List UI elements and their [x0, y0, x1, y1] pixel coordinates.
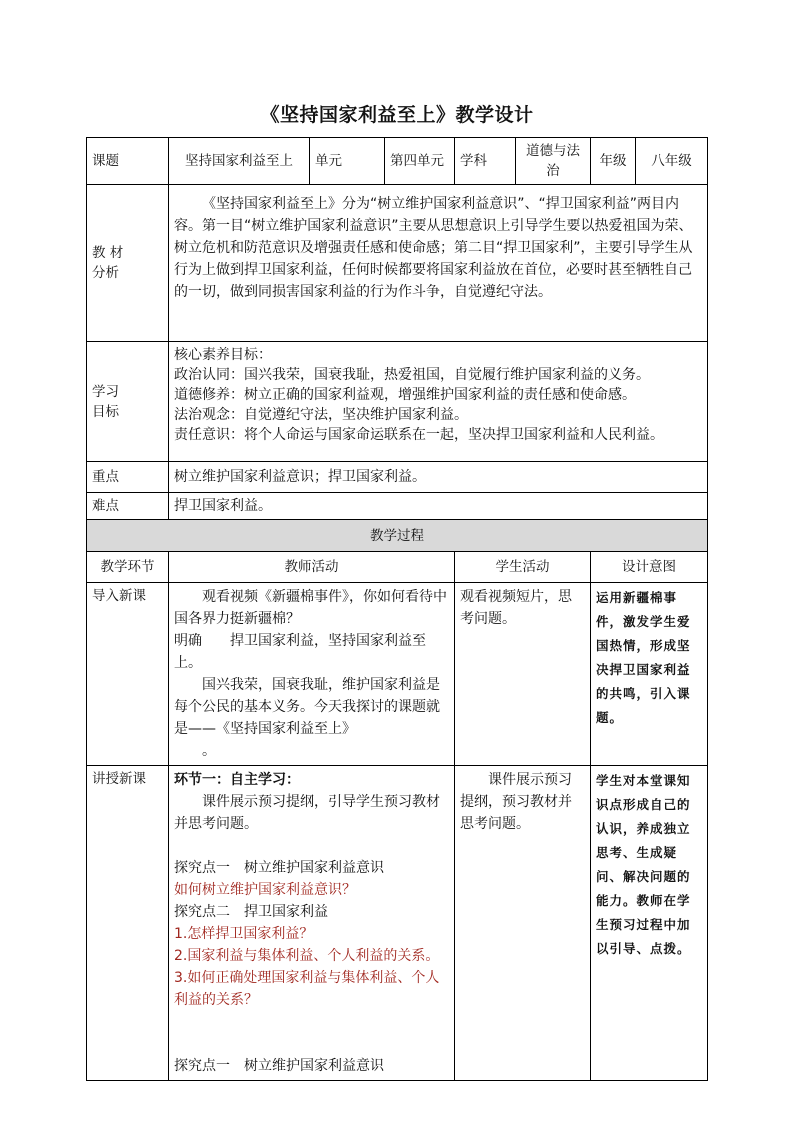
- header-row: [87, 138, 708, 185]
- new-lesson-row: [87, 766, 708, 1081]
- unit-label: 单元: [310, 138, 385, 185]
- analysis-label-line1: 教 材: [92, 245, 124, 261]
- segment-title: 环节一：自主学习：: [174, 772, 300, 788]
- col-teacher: 教师活动: [169, 552, 455, 583]
- goals-line: 法治观念：自觉遵纪守法，坚决维护国家利益。: [174, 407, 468, 423]
- intro-teacher: [169, 583, 455, 766]
- intro-stage: 导入新课: [87, 583, 169, 766]
- explore-point-1-question: 如何树立维护国家利益意识？: [174, 882, 356, 898]
- goals-line: 政治认同：国兴我荣，国衰我耻，热爱祖国，自觉履行维护国家利益的义务。: [174, 367, 650, 383]
- goals-label-line1: 学习: [92, 383, 119, 400]
- goals-line: 核心素养目标：: [174, 347, 272, 363]
- difficulty-text: 捍卫国家利益。: [169, 493, 708, 520]
- spacer: [174, 835, 449, 857]
- explore-question-1: 1.怎样捍卫国家利益？: [174, 926, 314, 942]
- lesson-plan-table: [86, 137, 708, 1081]
- intro-teacher-answer: 明确 捍卫国家利益，坚持国家利益至上。: [174, 633, 426, 671]
- grade-value: 八年级: [636, 138, 708, 185]
- explore-point-1: 探究点一 树立维护国家利益意识: [174, 860, 384, 876]
- explore-point-2: 探究点二 捍卫国家利益: [174, 904, 328, 920]
- explore-point-1-again: 探究点一 树立维护国家利益意识: [174, 1058, 384, 1074]
- analysis-label-line2: 分析: [92, 265, 119, 281]
- new-student: [455, 766, 591, 1081]
- subject-label: 学科: [455, 138, 516, 185]
- key-point-text: 树立维护国家利益意识；捍卫国家利益。: [169, 462, 708, 493]
- intro-teacher-q: 观看视频《新疆棉事件》，你如何看待中国各界力挺新疆棉？: [174, 589, 447, 627]
- subject-value: 道德与法治: [516, 138, 591, 185]
- analysis-label: [87, 185, 169, 342]
- process-columns-row: [87, 552, 708, 583]
- intro-row: [87, 583, 708, 766]
- key-point-label: 重点: [87, 462, 169, 493]
- intro-design: 运用新疆棉事件，激发学生爱国热情，形成坚决捍卫国家利益的共鸣，引入课题。: [591, 583, 708, 766]
- document-title: 《坚持国家利益至上》教学设计: [260, 104, 534, 126]
- grade-label: 年级: [591, 138, 636, 185]
- col-student: 学生活动: [455, 552, 591, 583]
- course-value: 坚持国家利益至上: [169, 138, 310, 185]
- intro-teacher-lead: 国兴我荣，国衰我耻，维护国家利益是每个公民的基本义务。今天我探讨的课题就是——《坚持国家利益至上》: [174, 677, 440, 737]
- new-design: 学生对本堂课知识点形成自己的认识，养成独立思考、生成疑问、解决问题的能力。教师在学生预习过程中加以引导、点拨。: [591, 766, 708, 1081]
- explore-question-2: 2.国家利益与集体利益、个人利益的关系。: [174, 948, 440, 964]
- course-label: 课题: [87, 138, 169, 185]
- unit-value: 第四单元: [385, 138, 455, 185]
- difficulty-label: 难点: [87, 493, 169, 520]
- goals-label-line2: 目标: [92, 403, 119, 420]
- goals-line: 责任意识：将个人命运与国家命运联系在一起，坚决捍卫国家利益和人民利益。: [174, 427, 664, 443]
- new-student-text: 课件展示预习提纲，预习教材并思考问题。: [460, 772, 572, 832]
- explore-question-3: 3.如何正确处理国家利益与集体利益、个人利益的关系？: [174, 970, 440, 1008]
- key-point-row: [87, 462, 708, 493]
- new-teacher-intro: 课件展示预习提纲，引导学生预习教材并思考问题。: [174, 794, 440, 832]
- goals-text: [169, 342, 708, 462]
- new-teacher: [169, 766, 455, 1081]
- col-design: 设计意图: [591, 552, 708, 583]
- col-stage: 教学环节: [87, 552, 169, 583]
- goals-line: 道德修养：树立正确的国家利益观，增强维护国家利益的责任感和使命感。: [174, 387, 636, 403]
- spacer: [174, 1011, 449, 1055]
- new-stage: 讲授新课: [87, 766, 169, 1081]
- process-heading: 教学过程: [87, 520, 708, 552]
- difficulty-row: [87, 493, 708, 520]
- analysis-text: [169, 185, 708, 342]
- analysis-paragraph: 《坚持国家利益至上》分为“树立维护国家利益意识”、“捍卫国家利益”两目内容。第一目“树立维护国家利益意识”主要从思想意识上引导学生要以热爱祖国为荣、树立危机和防范意识及增强责任感和使命感；第二目“捍卫国家利”，主要引导学生从行为上做到捍卫国家利益，任何时候都要将国家利益放在首位，必要时甚至牺牲自己的一切，做到同损害国家利益的行为作斗争，自觉遵纪守法。: [174, 196, 693, 300]
- intro-student: 观看视频短片，思考问题。: [455, 583, 591, 766]
- intro-teacher-end: 。: [202, 743, 216, 759]
- process-heading-row: [87, 520, 708, 552]
- goals-label: [87, 342, 169, 462]
- goals-row: [87, 342, 708, 462]
- analysis-row: [87, 185, 708, 342]
